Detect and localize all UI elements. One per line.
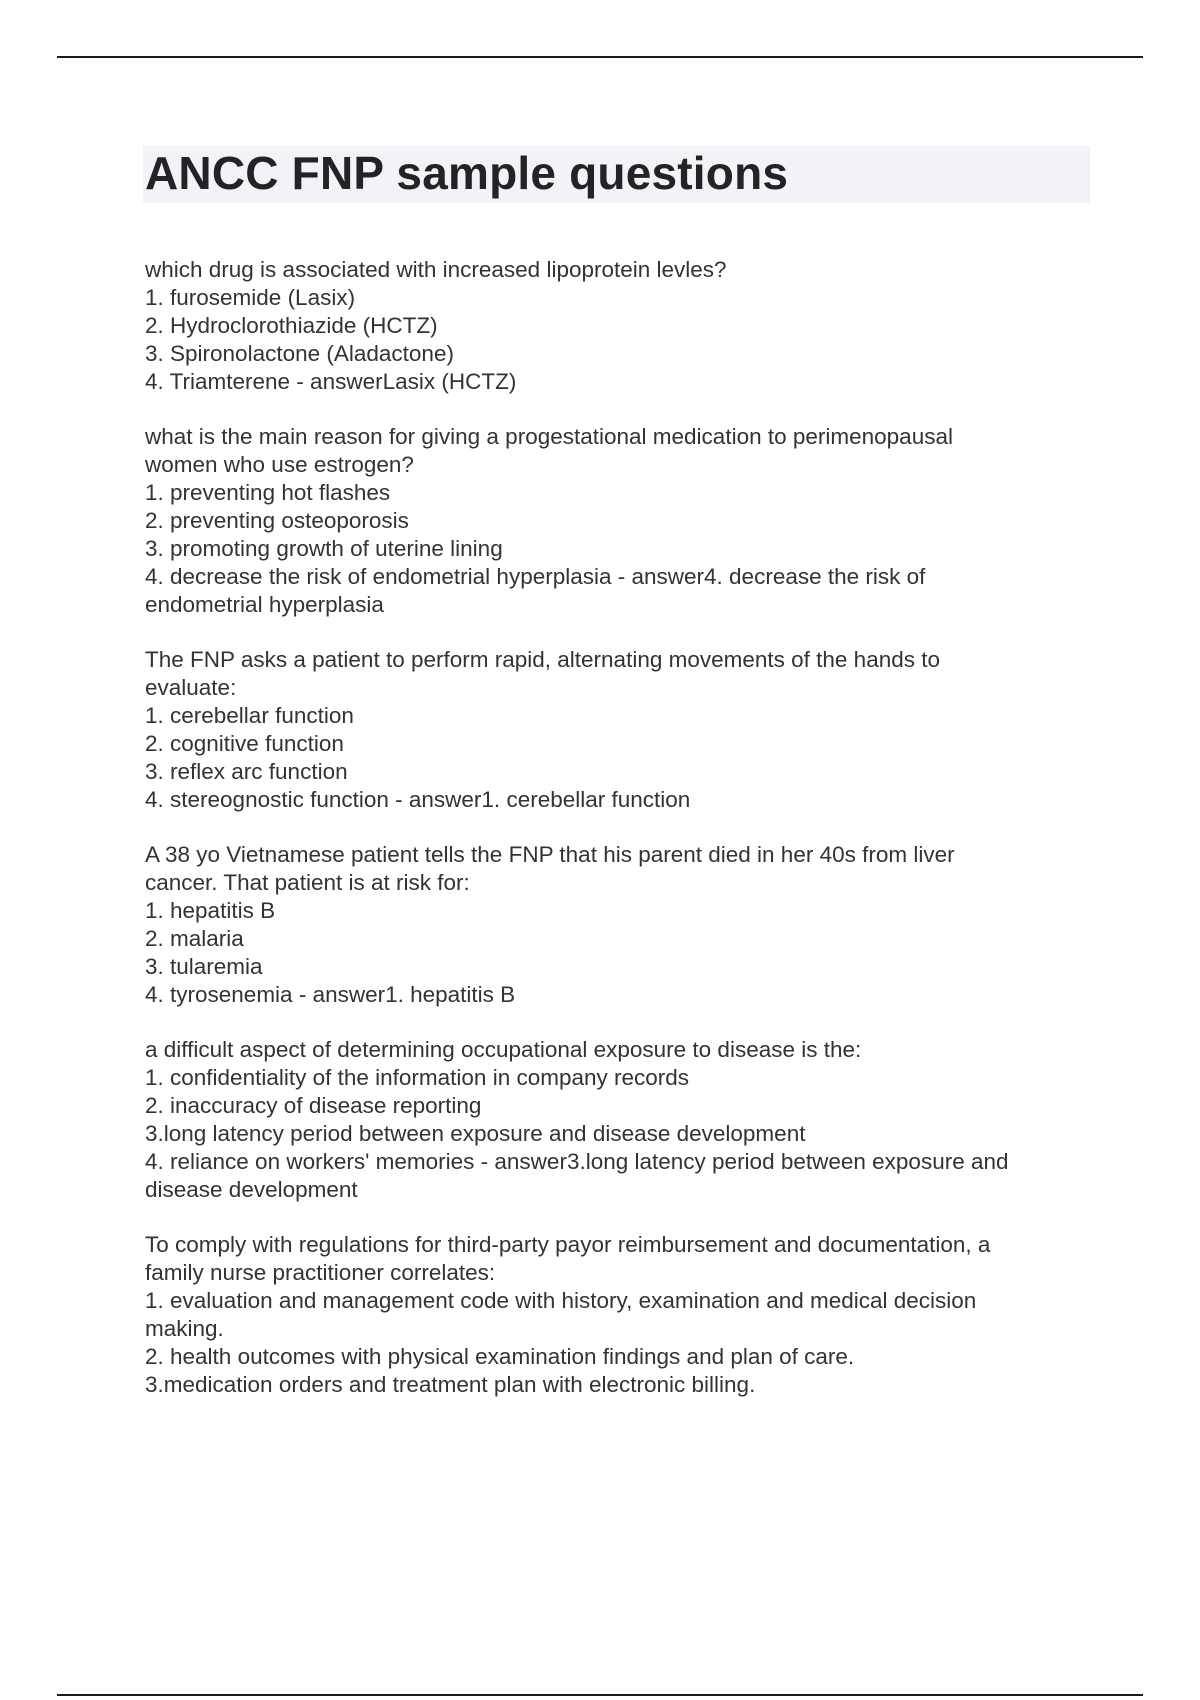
question-line: 1. evaluation and management code with history, examination and medical decision [145, 1288, 977, 1313]
question-line: 2. health outcomes with physical examination findings and plan of care. [145, 1344, 855, 1369]
question-line: 1. preventing hot flashes [145, 480, 391, 505]
question-line: 3.medication orders and treatment plan with electronic billing. [145, 1372, 756, 1397]
question-line: 2. preventing osteoporosis [145, 508, 409, 533]
question-line: 3. reflex arc function [145, 759, 348, 784]
question-line: endometrial hyperplasia [145, 592, 384, 617]
top-rule [57, 56, 1143, 58]
question-line: making. [145, 1316, 224, 1341]
question-line: disease development [145, 1177, 358, 1202]
question-line: women who use estrogen? [145, 452, 414, 477]
question-line: cancer. That patient is at risk for: [145, 870, 470, 895]
question-line: 4. tyrosenemia - answer1. hepatitis B [145, 982, 516, 1007]
question-text: what is the main reason for giving a progestational medication to perimenopausal [145, 424, 953, 449]
question-line: 1. cerebellar function [145, 703, 354, 728]
question-block [145, 423, 1095, 619]
question-block [145, 646, 1095, 814]
question-line: 3. promoting growth of uterine lining [145, 536, 503, 561]
question-line: 2. Hydroclorothiazide (HCTZ) [145, 313, 438, 338]
question-line: 3. Spironolactone (Aladactone) [145, 341, 454, 366]
question-line: 4. reliance on workers' memories - answer3.long latency period between exposure and [145, 1149, 1009, 1174]
question-line: 4. Triamterene - answerLasix (HCTZ) [145, 369, 517, 394]
question-line: evaluate: [145, 675, 237, 700]
question-line: 2. malaria [145, 926, 244, 951]
question-line: 2. cognitive function [145, 731, 344, 756]
question-line: 1. hepatitis B [145, 898, 276, 923]
question-text: A 38 yo Vietnamese patient tells the FNP that his parent died in her 40s from liver [145, 842, 955, 867]
question-block [145, 256, 1095, 396]
question-text: The FNP asks a patient to perform rapid, alternating movements of the hands to [145, 647, 941, 672]
question-block [145, 841, 1095, 1009]
question-line: family nurse practitioner correlates: [145, 1260, 496, 1285]
question-line: 2. inaccuracy of disease reporting [145, 1093, 482, 1118]
question-line: 3. tularemia [145, 954, 263, 979]
question-block [145, 1036, 1095, 1204]
question-line: 4. decrease the risk of endometrial hyperplasia - answer4. decrease the risk of [145, 564, 926, 589]
bottom-rule [57, 1694, 1143, 1696]
question-line: 3.long latency period between exposure and disease development [145, 1121, 806, 1146]
question-line: 4. stereognostic function - answer1. cerebellar function [145, 787, 691, 812]
page-title: ANCC FNP sample questions [145, 147, 789, 199]
question-text: a difficult aspect of determining occupational exposure to disease is the: [145, 1037, 862, 1062]
question-line: 1. furosemide (Lasix) [145, 285, 356, 310]
question-block [145, 1231, 1095, 1399]
question-text: To comply with regulations for third-party payor reimbursement and documentation, a [145, 1232, 991, 1257]
question-text: which drug is associated with increased lipoprotein levles? [145, 257, 727, 282]
question-line: 1. confidentiality of the information in company records [145, 1065, 690, 1090]
question-list [145, 256, 1095, 1426]
